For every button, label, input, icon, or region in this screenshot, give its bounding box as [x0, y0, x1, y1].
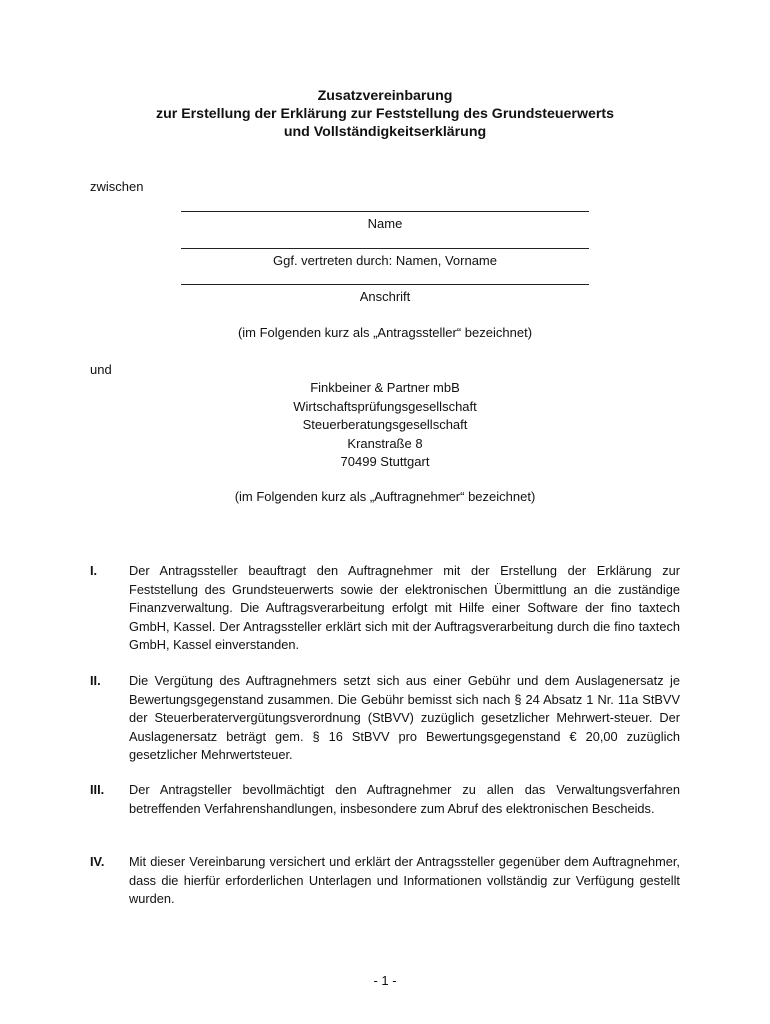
- representative-caption: Ggf. vertreten durch: Namen, Vorname: [273, 253, 497, 268]
- clause-text: Der Antragsteller bevollmächtigt den Auftragnehmer zu allen das Verwaltungsverfahren betreffenden Verfahrenshandlungen, insbesondere zum Abruf des elektronischen Bescheids.: [129, 782, 680, 816]
- representative-signature-line: [181, 248, 589, 249]
- document-title: [0, 87, 770, 141]
- title-line-2: zur Erstellung der Erklärung zur Feststellung des Grundsteuerwerts: [155, 106, 615, 122]
- clause-3: [90, 781, 680, 818]
- applicant-note: (im Folgenden kurz als „Antragssteller“ bezeichnet): [237, 325, 533, 340]
- clause-number: III.: [90, 782, 105, 797]
- clause-2: [90, 672, 680, 765]
- contractor-line-3: Steuerberatungsgesellschaft: [302, 417, 468, 432]
- name-caption: Name: [367, 216, 403, 231]
- title-line-1: Zusatzvereinbarung: [317, 88, 453, 104]
- address-signature-line: [181, 284, 589, 285]
- between-label: zwischen: [90, 179, 144, 194]
- clause-number: II.: [90, 673, 101, 688]
- contractor-address-block: [0, 379, 770, 472]
- contractor-note: (im Folgenden kurz als „Auftragnehmer“ bezeichnet): [234, 489, 536, 504]
- clause-1: [90, 562, 680, 655]
- contractor-line-2: Wirtschaftsprüfungsgesellschaft: [293, 398, 477, 414]
- clause-text: Der Antragssteller beauftragt den Auftragnehmer mit der Erstellung der Erklärung zur Feststellung des Grundsteuerwerts sowie der elektronischen Übermittlung an die zuständige Finanzverwaltung. Die Auftragsverarbeitung erfolgt mit Hilfe einer Software der fino taxtech GmbH, Kassel. Der Antragssteller erklärt sich mit der Auftragsverarbeitung durch die fino taxtech GmbH, Kassel einverstanden.: [129, 563, 680, 653]
- address-caption: Anschrift: [359, 289, 411, 304]
- name-signature-line: [181, 211, 589, 212]
- contractor-line-4: Kranstraße 8: [347, 435, 423, 451]
- title-line-3: und Vollständigkeitserklärung: [283, 124, 487, 140]
- clause-number: I.: [90, 563, 98, 578]
- clause-4: [90, 853, 680, 909]
- contractor-line-1: Finkbeiner & Partner mbB: [310, 380, 460, 395]
- page-number: - 1 -: [373, 973, 397, 988]
- and-label: und: [90, 362, 112, 377]
- clause-number: IV.: [90, 854, 105, 869]
- contractor-line-5: 70499 Stuttgart: [340, 454, 430, 469]
- clause-text: Mit dieser Vereinbarung versichert und erklärt der Antragssteller gegenüber dem Auftragnehmer, dass die hierfür erforderlichen Unterlagen und Informationen vollständig zur Verfügung gestellt wurden.: [129, 854, 680, 907]
- clause-text: Die Vergütung des Auftragnehmers setzt sich aus einer Gebühr und dem Auslagenersatz je Bewertungsgegenstand zusammen. Die Gebühr bemisst sich nach § 24 Absatz 1 Nr. 11a StBVV der Steuerberatervergütungsverordnung (StBVV) zuzüglich gesetzlicher Mehrwert-steuer. Der Auslagenersatz beträgt gem. § 16 StBVV pro Bewertungsgegenstand € 20,00 zuzüglich gesetzlicher Mehrwertsteuer.: [129, 673, 680, 763]
